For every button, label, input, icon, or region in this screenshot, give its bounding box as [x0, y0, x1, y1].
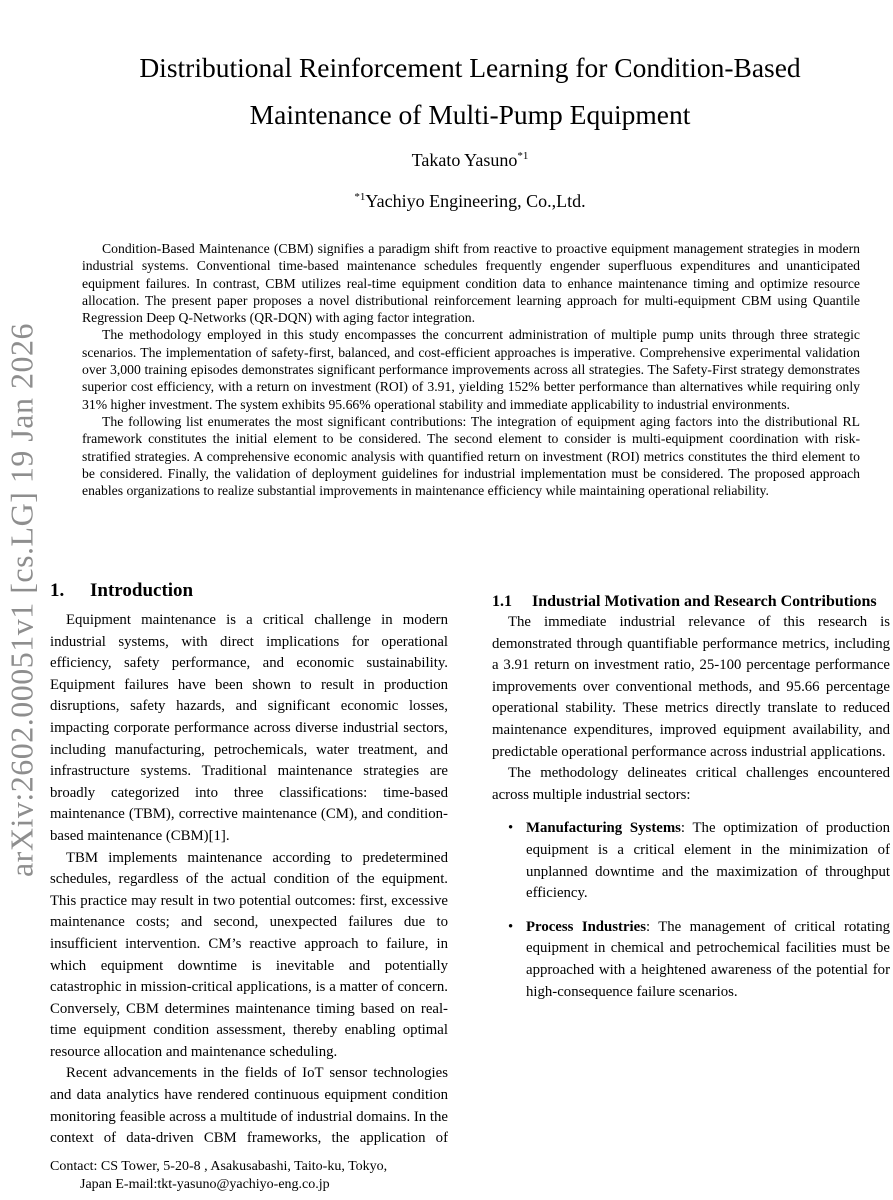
footnote-line-1: Contact: CS Tower, 5-20-8 , Asakusabashi, Taito-ku, Tokyo,: [50, 1159, 388, 1174]
paper-title: [60, 44, 880, 138]
motivation-paragraph-1: The immediate industrial relevance of this research is demonstrated through quantifiable performance metrics, including a 3.91 return on investment ratio, 25-100 percentage performance improvements over conventional methods, and 95.66 percentage operational stability. These metrics directly translate to reduced maintenance expenditures, improved equipment availability, and predictable operational performance across industrial applications.: [492, 614, 890, 760]
abstract-paragraph-1: Condition-Based Maintenance (CBM) signifies a paradigm shift from reactive to proactive equipment management strategies in modern industrial systems. Conventional time-based maintenance schedules frequently engender superfluous expenditures and unanticipated equipment failures. In contrast, CBM utilizes real-time equipment condition data to enhance maintenance timing and optimize resource allocation. The present paper proposes a novel distributional reinforcement learning approach for multi-equipment CBM using Quantile Regression Deep Q-Networks (QR-DQN) with aging factor integration.: [82, 241, 860, 326]
abstract-paragraph-2: The methodology employed in this study encompasses the concurrent administration of multiple pump units through three strategic scenarios. The implementation of safety-first, balanced, and cost-efficient approaches is imperative. Comprehensive experimental validation over 3,000 training episodes demonstrates significant performance improvements across all strategies. The Safety-First strategy demonstrates superior cost efficiency, with a return on investment (ROI) of 3.91, yielding 152% better performance than alternatives while requiring only 31% higher investment. The system exhibits 95.66% operational stability and immediate applicability to industrial environments.: [82, 327, 860, 412]
list-item: [492, 818, 890, 904]
list-item-term: Process Industries: [526, 918, 646, 935]
left-column: [50, 580, 448, 1150]
list-item-term: Manufacturing Systems: [526, 820, 681, 837]
affiliation-name: Yachiyo Engineering, Co.,Ltd.: [365, 191, 586, 211]
sector-list: [492, 818, 890, 1003]
author-name: Takato Yasuno: [411, 150, 518, 170]
affiliation-mark: *1: [354, 191, 366, 203]
bullet-icon: •: [508, 820, 514, 837]
author-line: [60, 150, 880, 171]
abstract-paragraph-3: The following list enumerates the most significant contributions: The integration of equipment aging factors into the distributional RL framework constitutes the initial element to be considered. The second element to consider is multi-equipment coordination with risk-stratified strategies. A comprehensive economic analysis with quantified return on investment (ROI) metrics constitutes the third element to be considered. Finally, the validation of deployment guidelines for industrial implementation must be considered. The proposed approach enables organizations to realize substantial improvements in maintenance efficiency while maintaining operational reliability.: [82, 413, 860, 499]
footnote-line-2: Japan E-mail:tkt-yasuno@yachiyo-eng.co.jp: [80, 1177, 330, 1192]
section-number: 1.: [50, 580, 65, 601]
abstract: [82, 240, 860, 499]
list-item-text: : The optimization of production equipment is a critical element in the minimization of unplanned downtime and the maximization of throughput efficiency.: [526, 820, 890, 902]
author-affiliation-mark: *1: [517, 150, 529, 162]
subsection-number: 1.1: [492, 593, 512, 610]
intro-paragraph-3: Recent advancements in the fields of IoT sensor technologies and data analytics have rendered continuous equipment condition monitoring feasible across a multitude of industrial domains. In the context of data-driven CBM frameworks, the application of: [50, 1065, 448, 1147]
title-line-2: Maintenance of Multi-Pump Equipment: [249, 99, 691, 130]
arxiv-sidebar: [0, 0, 46, 1200]
right-column: [492, 580, 890, 1015]
subsection-title: Industrial Motivation and Research Contributions: [532, 593, 877, 610]
section-heading-introduction: [50, 580, 448, 602]
section-title: Introduction: [90, 580, 194, 601]
title-line-1: Distributional Reinforcement Learning for Condition-Based: [139, 52, 801, 83]
subsection-heading-motivation: [492, 592, 890, 612]
intro-paragraph-2: TBM implements maintenance according to predetermined schedules, regardless of the actual condition of the equipment. This practice may result in two potential outcomes: first, excessive maintenance costs; and second, unexpected failures due to insufficient intervention. CM’s reactive approach to failure, in which equipment downtime is inevitable and potentially catastrophic in mission-critical applications, is a matter of concern. Conversely, CBM determines maintenance timing based on real-time equipment condition assessment, thereby enabling optimal resource allocation and maintenance scheduling.: [50, 849, 448, 1060]
intro-paragraph-1: Equipment maintenance is a critical challenge in modern industrial systems, with direct implications for operational efficiency, safety performance, and economic sustainability. Equipment failures have been shown to result in production disruptions, safety hazards, and significant economic losses, impacting corporate performance across diverse industrial sectors, including manufacturing, petrochemicals, water treatment, and infrastructure systems. Traditional maintenance strategies are broadly categorized into three classifications: time-based maintenance (TBM), corrective maintenance (CM), and condition-based maintenance (CBM)[1].: [50, 612, 448, 844]
list-item: [492, 917, 890, 1003]
list-item-text: : The management of critical rotating equipment in chemical and petrochemical facilities must be approached with a heightened awareness of the potential for high-consequence failure scenarios.: [526, 918, 890, 1000]
contact-footnote: [50, 1158, 455, 1194]
bullet-icon: •: [508, 918, 514, 935]
motivation-paragraph-2: The methodology delineates critical challenges encountered across multiple industrial sectors:: [492, 765, 890, 803]
arxiv-identifier: arXiv:2602.00051v1 [cs.LG] 19 Jan 2026: [3, 322, 40, 878]
affiliation-line: [60, 191, 880, 212]
